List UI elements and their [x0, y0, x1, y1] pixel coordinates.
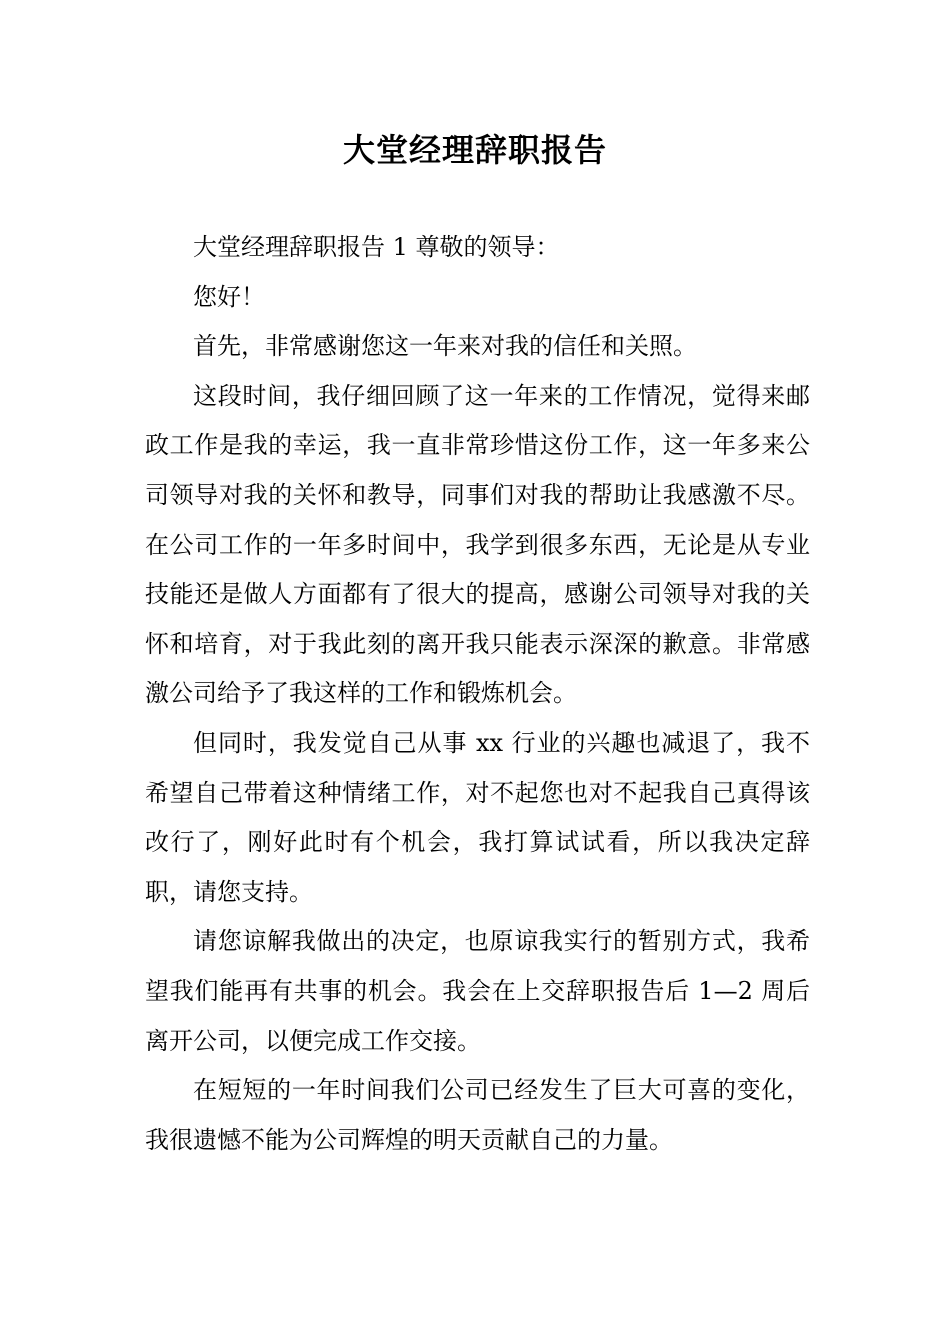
paragraph-review: 这段时间，我仔细回顾了这一年来的工作情况，觉得来邮政工作是我的幸运，我一直非常珍惜这份工作，这一年多来公司领导对我的关怀和教导，同事们对我的帮助让我感激不尽。在公司工作的一年多时间中，我学到很多东西，无论是从专业技能还是做人方面都有了很大的提高，感谢公司领导对我的关怀和培育，对于我此刻的离开我只能表示深深的歉意。非常感激公司给予了我这样的工作和锻炼机会。 — [145, 381, 810, 708]
paragraph-reason: 但同时，我发觉自己从事 xx 行业的兴趣也减退了，我不希望自己带着这种情绪工作，对不起您也对不起我自己真得该改行了，刚好此时有个机会，我打算试试看，所以我决定辞职，请您支持。 — [145, 728, 810, 906]
paragraph-request: 请您谅解我做出的决定，也原谅我实行的暂别方式，我希望我们能再有共事的机会。我会在上交辞职报告后 1—2 周后离开公司，以便完成工作交接。 — [145, 927, 810, 1055]
paragraph-thanks: 首先，非常感谢您这一年来对我的信任和关照。 — [193, 332, 697, 361]
document-title: 大堂经理辞职报告 — [342, 131, 607, 169]
document-body — [145, 223, 810, 1165]
paragraph-closing: 在短短的一年时间我们公司已经发生了巨大可喜的变化，我很遗憾不能为公司辉煌的明天贡献自己的力量。 — [145, 1076, 810, 1154]
paragraph-greeting-header: 大堂经理辞职报告 1 尊敬的领导： — [193, 233, 560, 261]
paragraph-salutation: 您好！ — [193, 282, 265, 311]
